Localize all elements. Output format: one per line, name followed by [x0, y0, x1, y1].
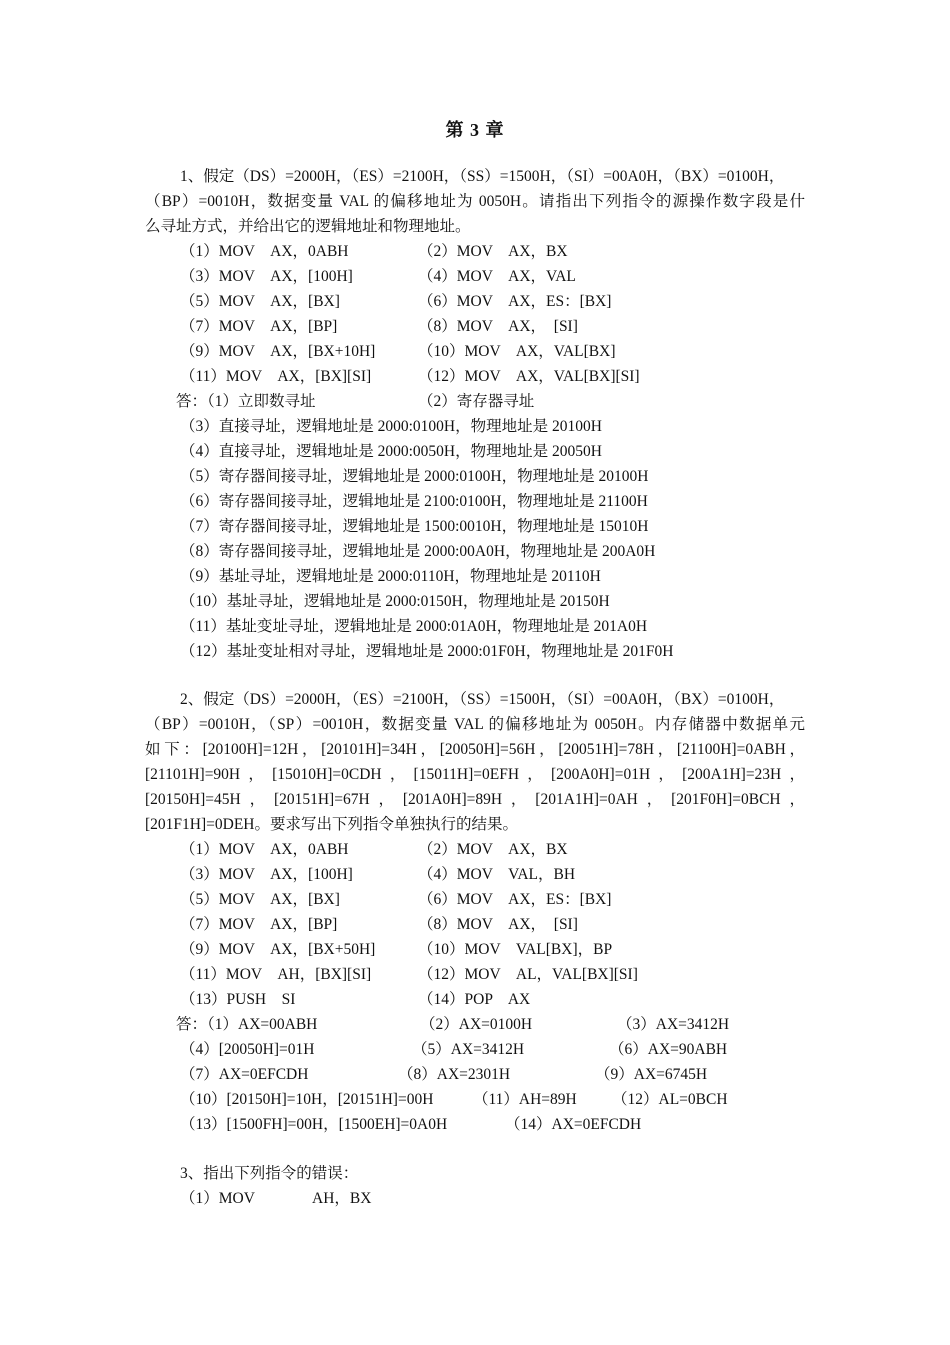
q1-answer: （5）寄存器间接寻址，逻辑地址是 2000:0100H，物理地址是 20100H	[180, 468, 649, 485]
q2-answer: （6）AX=90ABH	[609, 1041, 728, 1058]
q2-intro-line: 2、假定（DS）=2000H，（ES）=2100H，（SS）=1500H，（SI）=00A0H，（BX）=0100H，	[180, 691, 785, 708]
chapter-title: 第 3 章	[445, 120, 505, 140]
q2-answer: （9）AX=6745H	[595, 1066, 708, 1083]
q2-instruction: （7）MOV AX，[BP]	[180, 916, 338, 933]
q2-instruction: （2）MOV AX，BX	[418, 841, 568, 858]
q1-answer: （12）基址变址相对寻址，逻辑地址是 2000:01F0H，物理地址是 201F0H	[180, 643, 674, 660]
q2-instruction: （14）POP AX	[418, 991, 531, 1008]
q1-answer: （4）直接寻址，逻辑地址是 2000:0050H，物理地址是 20050H	[180, 443, 602, 460]
q2-answer: （2）AX=0100H	[420, 1016, 533, 1033]
q2-intro-line: 如下：[20100H]=12H，[20101H]=34H，[20050H]=56H，[20051H]=78H，[21100H]=0ABH，	[145, 741, 805, 758]
q1-instruction: （7）MOV AX，[BP]	[180, 318, 338, 335]
q2-instruction: （13）PUSH SI	[180, 991, 296, 1008]
q2-instruction: （11）MOV AH，[BX][SI]	[180, 966, 372, 983]
q2-answer: （8）AX=2301H	[398, 1066, 511, 1083]
q2-answer: （5）AX=3412H	[412, 1041, 525, 1058]
q1-answer: （6）寄存器间接寻址，逻辑地址是 2100:0100H，物理地址是 21100H	[180, 493, 648, 510]
q1-answer: （2）寄存器寻址	[418, 393, 535, 410]
q1-answer: （11）基址变址寻址，逻辑地址是 2000:01A0H，物理地址是 201A0H	[180, 618, 648, 635]
q1-intro-line: 1、假定（DS）=2000H，（ES）=2100H，（SS）=1500H，（SI）=00A0H，（BX）=0100H，	[180, 168, 785, 185]
q2-answer: （3）AX=3412H	[617, 1016, 730, 1033]
q1-answer: （8）寄存器间接寻址，逻辑地址是 2000:00A0H，物理地址是 200A0H	[180, 543, 656, 560]
q2-answer: （14）AX=0EFCDH	[505, 1116, 642, 1133]
q1-intro-line: 么寻址方式，并给出它的逻辑地址和物理地址。	[145, 218, 471, 235]
q1-answer: （3）直接寻址，逻辑地址是 2000:0100H，物理地址是 20100H	[180, 418, 602, 435]
q1-intro-line: （BP）=0010H，数据变量 VAL 的偏移地址为 0050H。请指出下列指令的源操作数字段是什	[145, 193, 805, 210]
q2-answer: （4）[20050H]=01H	[180, 1041, 315, 1058]
q1-instruction: （5）MOV AX，[BX]	[180, 293, 340, 310]
q1-instruction: （3）MOV AX，[100H]	[180, 268, 353, 285]
q1-instruction: （8）MOV AX， [SI]	[418, 318, 578, 335]
q1-answer: （10）基址寻址，逻辑地址是 2000:0150H，物理地址是 20150H	[180, 593, 610, 610]
q2-instruction: （8）MOV AX， [SI]	[418, 916, 578, 933]
q1-instruction: （6）MOV AX，ES：[BX]	[418, 293, 612, 310]
q2-answer: （12）AL=0BCH	[612, 1091, 728, 1108]
q2-instruction: （5）MOV AX，[BX]	[180, 891, 340, 908]
q2-instruction: （4）MOV VAL，BH	[418, 866, 576, 883]
q2-instruction: （9）MOV AX，[BX+50H]	[180, 941, 376, 958]
q2-answer: 答：（1）AX=00ABH	[176, 1016, 318, 1033]
q3-instruction: （1）MOV	[180, 1190, 255, 1207]
q2-instruction: （10）MOV VAL[BX]，BP	[418, 941, 613, 958]
q1-answer: （9）基址寻址，逻辑地址是 2000:0110H，物理地址是 20110H	[180, 568, 601, 585]
q2-instruction: （3）MOV AX，[100H]	[180, 866, 353, 883]
q2-answer: （10）[20150H]=10H，[20151H]=00H	[180, 1091, 434, 1108]
q2-instruction: （6）MOV AX，ES：[BX]	[418, 891, 612, 908]
q2-instruction: （1）MOV AX，0ABH	[180, 841, 349, 858]
q2-answer: （7）AX=0EFCDH	[180, 1066, 309, 1083]
q2-intro-line: （BP）=0010H，（SP）=0010H，数据变量 VAL 的偏移地址为 0050H。内存储器中数据单元	[145, 716, 805, 733]
q2-answer: （13）[1500FH]=00H，[1500EH]=0A0H	[180, 1116, 448, 1133]
q1-instruction: （12）MOV AX，VAL[BX][SI]	[418, 368, 640, 385]
q1-instruction: （9）MOV AX，[BX+10H]	[180, 343, 376, 360]
q3-intro-line: 3、指出下列指令的错误：	[180, 1165, 359, 1182]
q1-instruction: （1）MOV AX，0ABH	[180, 243, 349, 260]
q2-intro-line: [201F1H]=0DEH。要求写出下列指令单独执行的结果。	[145, 816, 518, 833]
q1-answer: 答：（1）立即数寻址	[176, 393, 316, 410]
q2-intro-line: [20150H]=45H，[20151H]=67H，[201A0H]=89H，[201A1H]=0AH，[201F0H]=0BCH，	[145, 791, 805, 808]
q1-instruction: （10）MOV AX，VAL[BX]	[418, 343, 616, 360]
q2-intro-line: [21101H]=90H，[15010H]=0CDH，[15011H]=0EFH，[200A0H]=01H，[200A1H]=23H，	[145, 766, 805, 783]
q2-instruction: （12）MOV AL，VAL[BX][SI]	[418, 966, 638, 983]
q2-answer: （11）AH=89H	[473, 1091, 577, 1108]
q1-instruction: （4）MOV AX，VAL	[418, 268, 576, 285]
q1-instruction: （11）MOV AX，[BX][SI]	[180, 368, 372, 385]
q3-instruction: AH，BX	[312, 1190, 372, 1207]
q1-answer: （7）寄存器间接寻址，逻辑地址是 1500:0010H，物理地址是 15010H	[180, 518, 649, 535]
q1-instruction: （2）MOV AX，BX	[418, 243, 568, 260]
